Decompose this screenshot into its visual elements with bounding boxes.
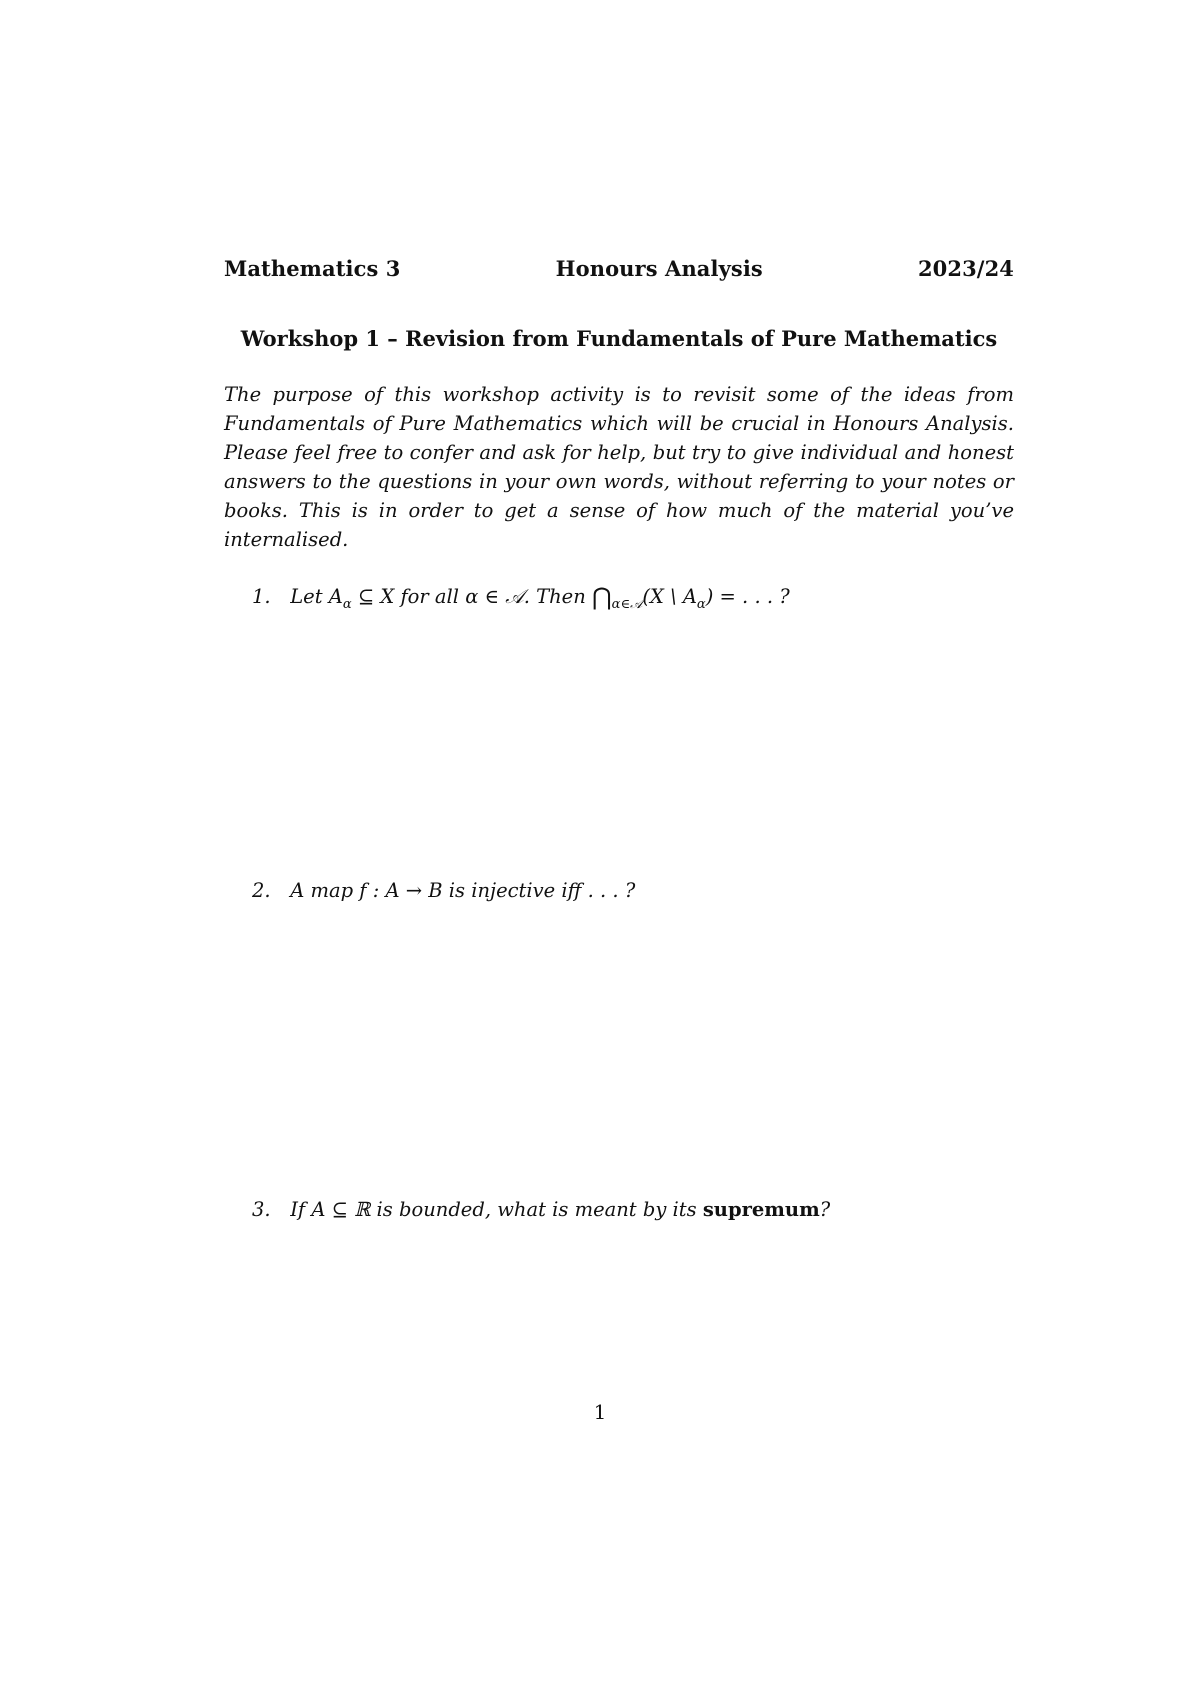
q1-expression: (X \ A bbox=[642, 585, 697, 608]
q1-set-x: X bbox=[380, 585, 395, 608]
q1-for-all: for all bbox=[400, 585, 460, 608]
document-header bbox=[224, 256, 1014, 286]
question-keyword: supremum bbox=[702, 1198, 820, 1221]
page-number: 1 bbox=[593, 1400, 607, 1424]
q1-word-then: Then bbox=[536, 585, 586, 608]
question-number: 3. bbox=[252, 1198, 271, 1221]
question-number: 1. bbox=[252, 585, 271, 608]
question-number: 2. bbox=[252, 879, 271, 902]
course-title: Honours Analysis bbox=[555, 256, 763, 281]
question-1: 1. Let $A_\alpha$ ⊆ X for all α ∈ 𝒜. Then $⋂_{\alpha\in 𝒜}(X$ \ $A_\alpha$) = . . . ? bbox=[252, 583, 790, 612]
q1-word-let: Let bbox=[290, 585, 323, 608]
question-text: If A ⊆ ℝ is bounded, what is meant by its bbox=[290, 1198, 697, 1221]
q1-set-a: A bbox=[328, 585, 343, 608]
question-2 bbox=[252, 876, 1012, 906]
q1-in-symbol: ∈ bbox=[484, 585, 500, 608]
q1-alpha: α bbox=[465, 585, 479, 608]
question-mark: ? bbox=[819, 1198, 831, 1221]
intro-paragraph: The purpose of this workshop activity is to revisit some of the ideas from Fundamentals of Pure Mathematics which will be crucial in Honours Analysis. Please feel free to confer and ask for help, but try to give individual and honest answers to the questions in your own words, without referring to your notes or books. This is in order to get a sense of how much of the material you’ve internalised. bbox=[224, 383, 1014, 551]
q1-intersection-symbol: ⋂ bbox=[591, 583, 612, 611]
question-3 bbox=[252, 1195, 1012, 1225]
q1-expression-index: α bbox=[696, 597, 706, 612]
q1-expression-end: ) = . . . ? bbox=[705, 585, 790, 608]
question-text: A map f : A → B is injective iff . . . ? bbox=[290, 879, 636, 902]
q1-intersection-index: α∈𝒜 bbox=[611, 597, 643, 612]
q1-index-set: 𝒜 bbox=[505, 585, 524, 608]
workshop-title: Workshop 1 – Revision from Fundamentals of Pure Mathematics bbox=[240, 326, 998, 351]
q1-index-alpha: α bbox=[342, 597, 352, 612]
academic-year: 2023/24 bbox=[917, 256, 1014, 281]
course-name: Mathematics 3 bbox=[224, 256, 401, 281]
q1-subset-symbol: ⊆ bbox=[357, 585, 375, 608]
